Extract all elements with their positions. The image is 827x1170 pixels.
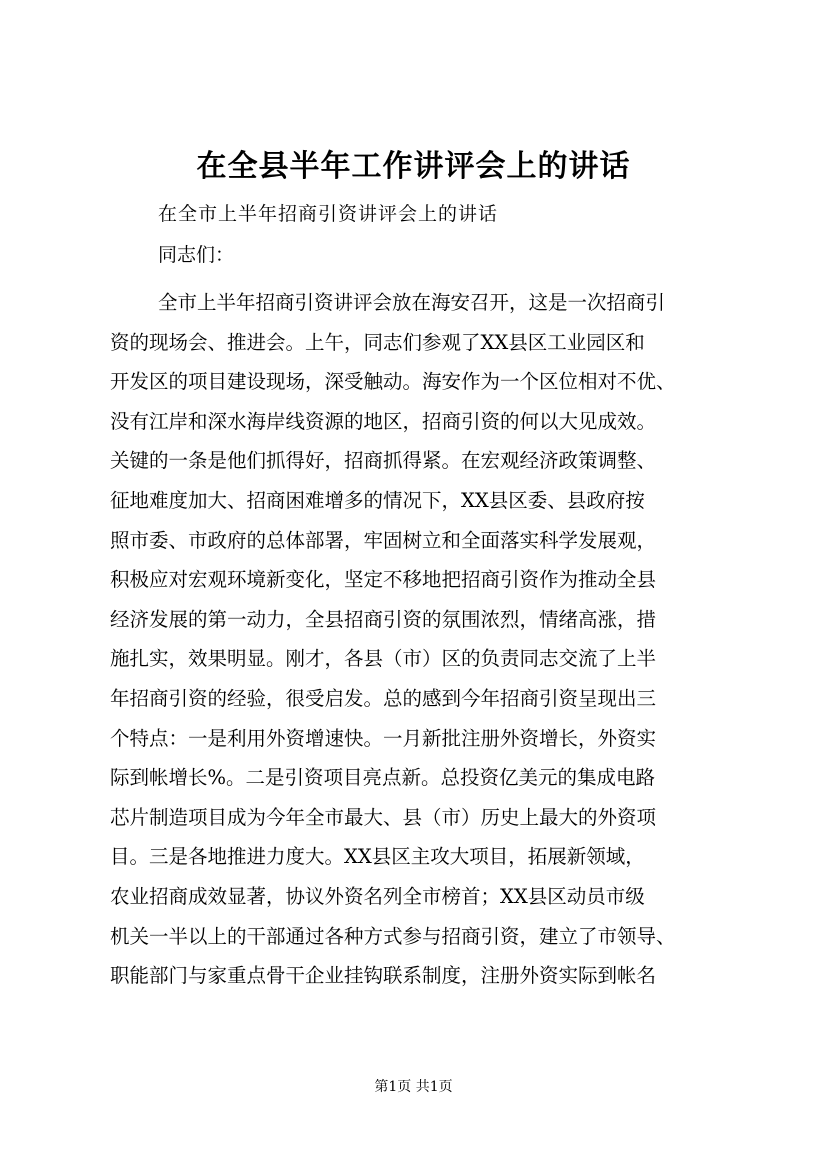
paragraph-line: 农业招商成效显著，协议外资名列全市榜首；XX县区动员市级 [110, 884, 645, 908]
paragraph-line: 芯片制造项目成为今年全市最大、县（市）历史上最大的外资项 [110, 805, 657, 829]
page-footer: 第1页 共1页 [374, 1079, 453, 1095]
paragraph-line: 资的现场会、推进会。上午，同志们参观了XX县区工业园区和 [110, 330, 645, 354]
document-title: 在全县半年工作讲评会上的讲话 [196, 149, 631, 184]
paragraph-line: 积极应对宏观环境新变化，坚定不移地把招商引资作为推动全县 [110, 568, 657, 592]
paragraph-line: 关键的一条是他们抓得好，招商抓得紧。在宏观经济政策调整、 [110, 449, 657, 473]
paragraph-line: 开发区的项目建设现场，深受触动。海安作为一个区位相对不优、 [110, 370, 676, 394]
paragraph-line: 个特点：一是利用外资增速快。一月新批注册外资增长，外资实 [110, 726, 657, 750]
paragraph-line: 职能部门与家重点骨干企业挂钩联系制度，注册外资实际到帐名 [110, 964, 657, 988]
paragraph-line: 征地难度加大、招商困难增多的情况下，XX县区委、县政府按 [110, 488, 645, 512]
paragraph-line: 施扎实，效果明显。刚才，各县（市）区的负责同志交流了上半 [110, 647, 657, 671]
paragraph-line: 目。三是各地推进力度大。XX县区主攻大项目，拓展新领域， [110, 845, 645, 869]
body-paragraph [110, 283, 750, 996]
paragraph-line: 机关一半以上的干部通过各种方式参与招商引资，建立了市领导、 [110, 924, 676, 948]
paragraph-line: 年招商引资的经验，很受启发。总的感到今年招商引资呈现出三 [110, 686, 657, 710]
greeting: 同志们： [158, 244, 235, 266]
paragraph-line: 际到帐增长%。二是引资项目亮点新。总投资亿美元的集成电路 [110, 766, 656, 790]
paragraph-line: 没有江岸和深水海岸线资源的地区，招商引资的何以大见成效。 [110, 409, 657, 433]
paragraph-line: 全市上半年招商引资讲评会放在海安召开，这是一次招商引 [158, 291, 666, 314]
paragraph-line: 经济发展的第一动力，全县招商引资的氛围浓烈，情绪高涨，措 [110, 607, 657, 631]
paragraph-line: 照市委、市政府的总体部署，牢固树立和全面落实科学发展观， [110, 528, 657, 552]
document-subtitle: 在全市上半年招商引资讲评会上的讲话 [158, 203, 499, 225]
